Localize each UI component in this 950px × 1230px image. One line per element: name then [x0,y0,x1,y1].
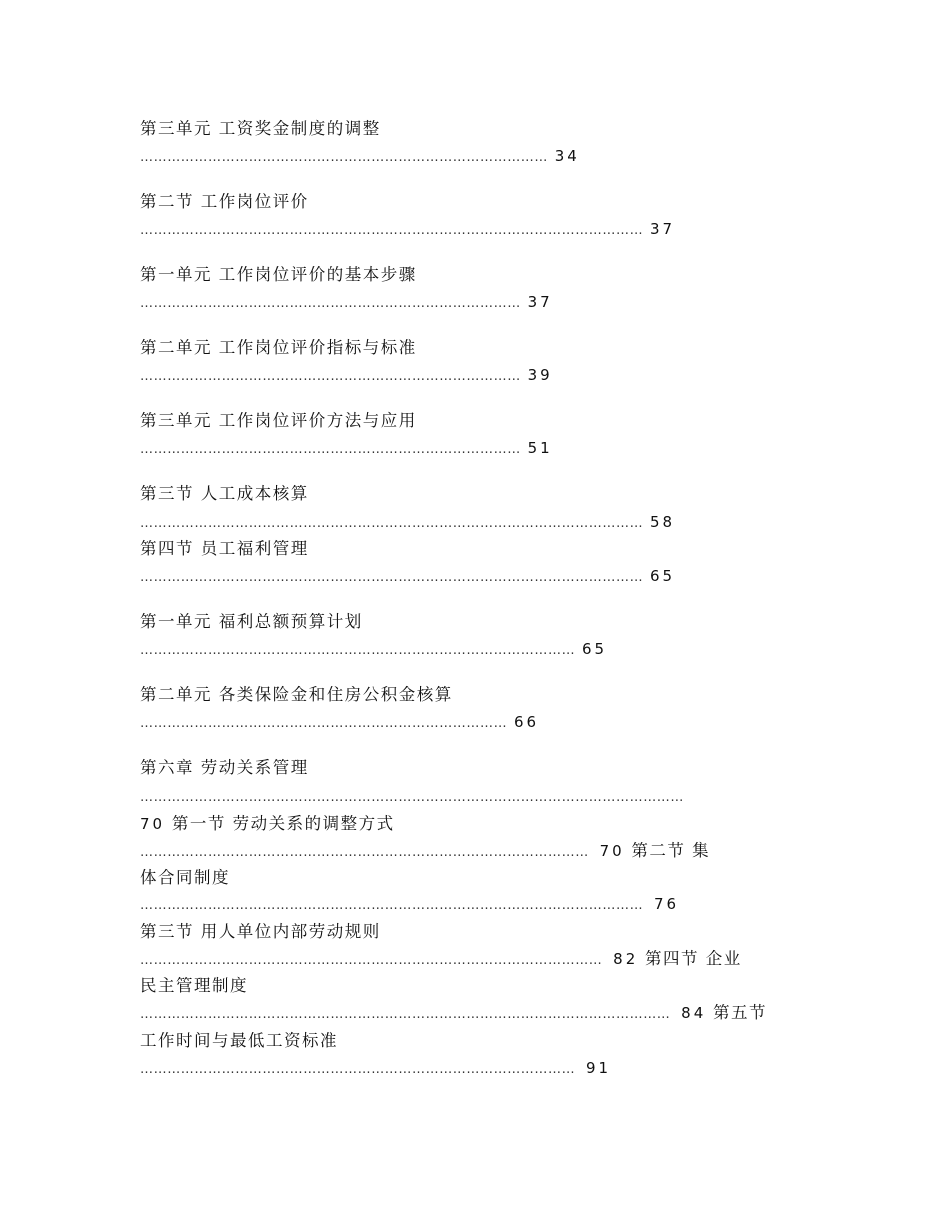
toc-flow-line-9: 工作时间与最低工资标准 [140,1031,338,1050]
toc-title-6: 第三节 人工成本核算 [140,484,309,503]
toc-title: 第二节 集 [631,841,711,860]
toc-title-5: 第三单元 工作岗位评价方法与应用 [140,411,417,430]
toc-title-10: 第六章 劳动关系管理 [140,758,309,777]
toc-leader-10 [140,786,684,808]
toc-title-9: 第二单元 各类保险金和住房公积金核算 [140,685,453,704]
page-number: 58 [649,513,676,531]
toc-leader-6 [140,512,675,534]
page-number: 34 [554,147,580,165]
toc-leader-4 [140,365,553,387]
toc-title: 第四节 企业 [645,949,742,968]
toc-title-1: 第三单元 工资奖金制度的调整 [140,119,381,138]
toc-title-2: 第二节 工作岗位评价 [140,192,309,211]
page-number: 91 [585,1059,612,1077]
toc-flow-line-5: 第三节 用人单位内部劳动规则 [140,922,381,941]
toc-title: 第一节 劳动关系的调整方式 [171,814,395,833]
dot-leader: ………………………………………………………………………………………… [140,953,603,968]
toc-leader-1 [140,146,580,168]
dot-leader: ……………………………………………………………………………………………………… [140,1007,671,1022]
page-number: 70 [599,842,625,860]
toc-flow-line-8 [140,1003,767,1025]
dot-leader: ………………………………………………………………………… [140,369,521,384]
toc-title-3: 第一单元 工作岗位评价的基本步骤 [140,265,417,284]
dot-leader: ……………………………………………………………………………… [140,150,548,165]
page-number: 66 [513,713,540,731]
page-number: 39 [527,366,553,384]
toc-title-7: 第四节 员工福利管理 [140,539,309,558]
toc-title: 第五节 [713,1003,767,1022]
dot-leader: …………………………………………………………………………………… [140,643,576,658]
dot-leader: ………………………………………………………………………………………………… [140,516,644,531]
page-number: 51 [527,439,553,457]
dot-leader: ………………………………………………………………………… [140,442,521,457]
page-number: 37 [649,220,676,238]
page-number: 37 [527,293,553,311]
dot-leader: ………………………………………………………………………………………………… [140,898,644,913]
toc-flow-line-10 [140,1058,611,1080]
toc-leader-8 [140,639,607,661]
page-number: 82 [613,950,639,968]
toc-leader-7 [140,566,675,588]
dot-leader: …………………………………………………………………………………… [140,1062,576,1077]
toc-flow-line-2 [140,841,710,863]
toc-title-4: 第二单元 工作岗位评价指标与标准 [140,338,417,357]
dot-leader: ………………………………………………………………………………………………………… [140,790,684,805]
page-number: 65 [649,567,676,585]
page-number: 84 [681,1004,707,1022]
toc-leader-9 [140,712,539,734]
dot-leader: ………………………………………………………………………………………………… [140,223,644,238]
toc-title-8: 第一单元 福利总额预算计划 [140,612,363,631]
toc-leader-2 [140,219,675,241]
dot-leader: ……………………………………………………………………… [140,716,508,731]
toc-leader-3 [140,292,553,314]
toc-flow-line-1 [140,814,395,834]
dot-leader: ………………………………………………………………………… [140,296,521,311]
dot-leader: ………………………………………………………………………………………………… [140,570,644,585]
toc-flow-line-4 [140,894,679,916]
page-number: 76 [653,895,680,913]
toc-flow-line-7: 民主管理制度 [140,976,248,995]
toc-flow-line-3: 体合同制度 [140,868,230,887]
toc-flow-line-6 [140,949,742,971]
toc-leader-5 [140,438,553,460]
page-number: 65 [581,640,608,658]
page-number: 70 [140,815,166,833]
dot-leader: ……………………………………………………………………………………… [140,845,589,860]
